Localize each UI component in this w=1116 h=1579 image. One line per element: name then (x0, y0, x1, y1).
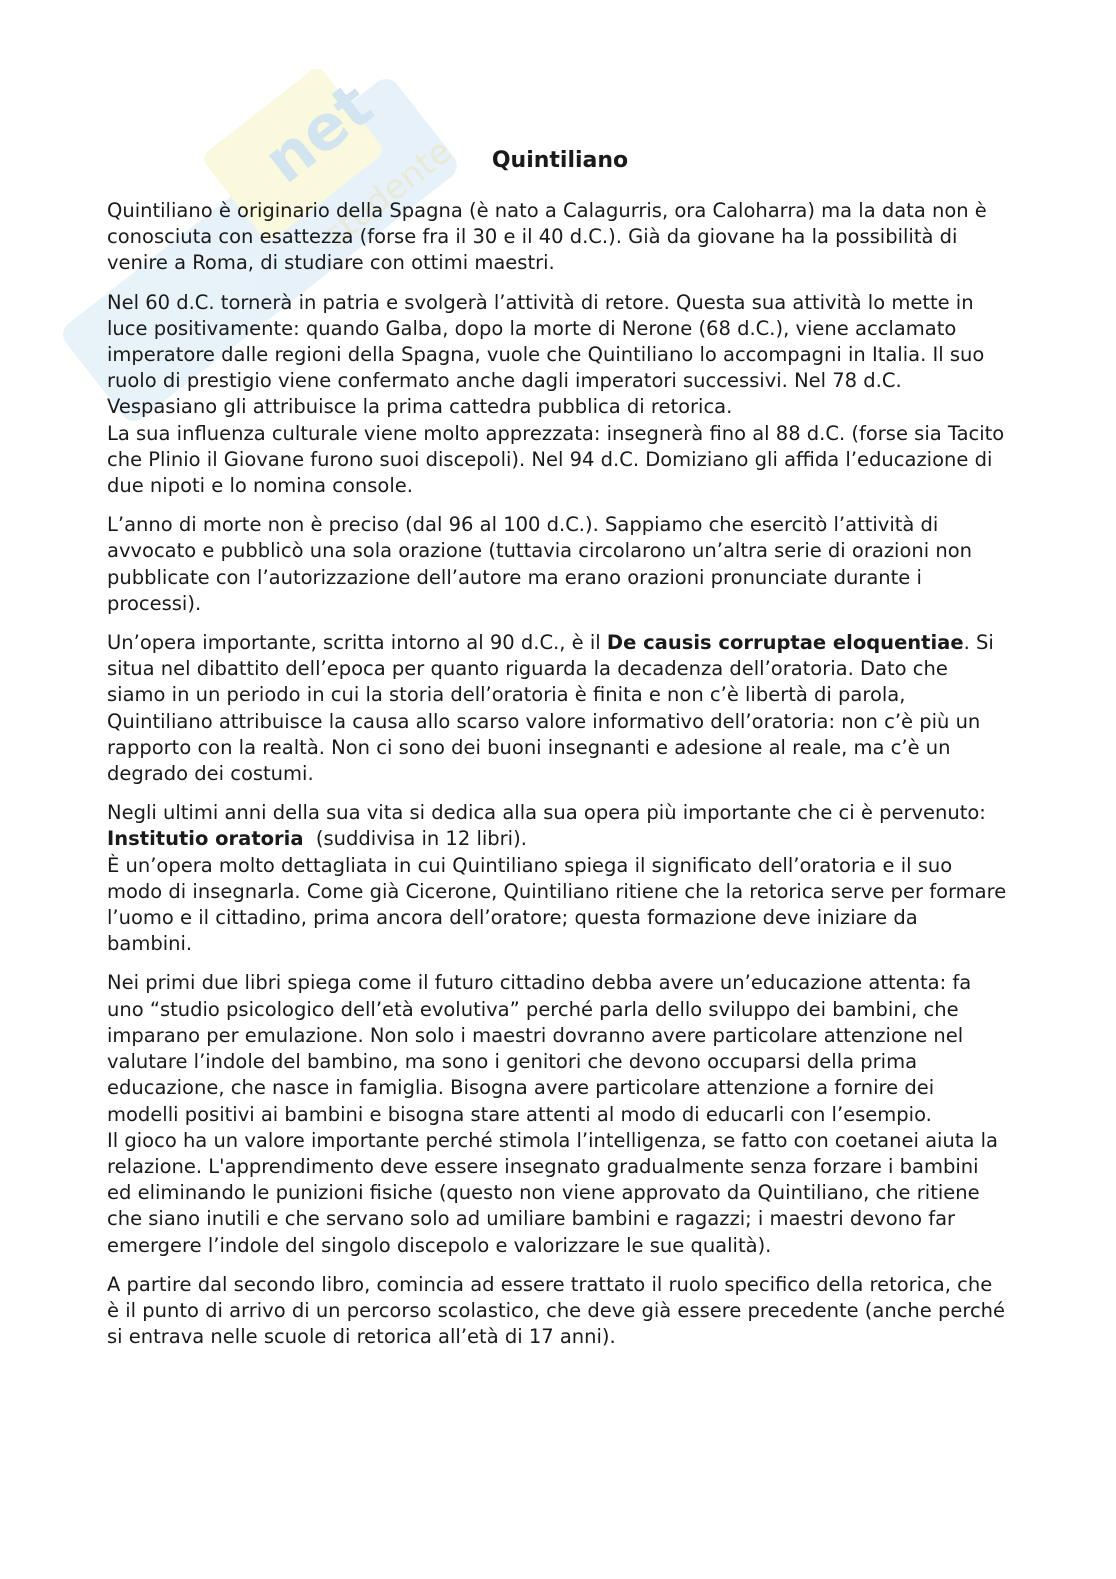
paragraph-text: Quintiliano è originario della Spagna (è nato a Calagurris, ora Caloharra) ma la data non è conosciuta con esattezza (forse fra il 30 e il 40 d.C.). Già da giovane ha la possibilità di venire a Roma, di studiare con ottimi maestri. (107, 199, 987, 275)
work-title-institutio: Institutio oratoria (107, 827, 304, 851)
watermark-net-text: net (250, 68, 387, 198)
paragraph-origins (107, 198, 1007, 277)
watermark-sub-text: studente (315, 131, 460, 256)
paragraph-text: Nei primi due libri spiega come il futuro cittadino debba avere un’educazione attenta: fa uno “studio psicologico dell’età evolutiva” perché parla dello sviluppo dei bambini, che imparano per emulazione. Non solo i maestri dovranno avere particolare attenzione nel valutare l’indole del bambino, ma sono i genitori che devono occuparsi della prima educazione, che nasce in famiglia. Bisogna avere particolare attenzione a fornire dei modelli positivi ai bambini e bisogna stare attenti al modo di educarli con l’esempio. (107, 971, 972, 1126)
paragraph-text: Nel 60 d.C. tornerà in patria e svolgerà l’attività di retore. Questa sua attività lo mette in luce positivamente: quando Galba, dopo la morte di Nerone (68 d.C.), viene acclamato imperatore dalle regioni della Spagna, vuole che Quintiliano lo accompagni in Italia. Il suo ruolo di prestigio viene confermato anche dagli imperatori successivi. Nel 78 d.C. Vespasiano gli attribuisce la prima cattedra pubblica di retorica. (107, 290, 985, 419)
paragraph-career (107, 290, 1007, 500)
paragraph-rhetoric (107, 1272, 1007, 1351)
work-title-de-causis: De causis corruptae eloquentiae (606, 631, 964, 655)
paragraph-de-causis (107, 630, 1007, 787)
paragraph-death (107, 512, 1007, 617)
page-title: Quintiliano (491, 148, 629, 173)
paragraph-text: L’anno di morte non è preciso (dal 96 al 100 d.C.). Sappiamo che esercitò l’attività di avvocato e pubblicò una sola orazione (tuttavia circolarono un’altra serie di orazioni non pubblicate con l’autorizzazione dell’autore ma erano orazioni pronunciate durante i processi). (107, 513, 973, 615)
paragraph-text: . Si situa nel dibattito dell’epoca per quanto riguarda la decadenza dell’oratoria. Dato che siamo in un periodo in cui la storia dell’oratoria è finita e non c’è libertà di parola, Quintiliano attribuisce la causa allo scarso valore informativo dell’oratoria: non c’è più un rapporto con la realtà. Non ci sono dei buoni insegnanti e adesione al reale, ma c’è un degrado dei costumi. (107, 631, 994, 786)
paragraph-text: Negli ultimi anni della sua vita si dedica alla sua opera più importante che ci è pervenuto: (107, 801, 986, 825)
paragraph-text: A partire dal secondo libro, comincia ad essere trattato il ruolo specifico della retorica, che è il punto di arrivo di un percorso scolastico, che deve già essere precedente (anche perché si entrava nelle scuole di retorica all’età di 17 anni). (107, 1272, 1006, 1349)
paragraph-text: Un’opera importante, scritta intorno al 90 d.C., è il (107, 631, 607, 655)
paragraph-institutio (107, 800, 1007, 957)
paragraph-text: Il gioco ha un valore importante perché stimola l’intelligenza, se fatto con coetanei aiuta la relazione. L'apprendimento deve essere insegnato gradualmente senza forzare i bambini ed eliminando le punizioni fisiche (questo non viene approvato da Quintiliano, che ritiene che siano inutili e che servano solo ad umiliare bambini e ragazzi; i maestri devono far emergere l’indole del singolo discepolo e valorizzare le sue qualità). (107, 1128, 998, 1257)
document-page (107, 146, 1007, 1363)
paragraph-text: È un’opera molto dettagliata in cui Quintiliano spiega il significato dell’oratoria e il suo modo di insegnarla. Come già Cicerone, Quintiliano ritiene che la retorica serve per formare l’uomo e il cittadino, prima ancora dell’oratore; questa formazione deve iniziare da bambini. (107, 853, 1007, 956)
paragraph-text: (suddivisa in 12 libri). (303, 827, 527, 851)
paragraph-text: La sua influenza culturale viene molto apprezzata: insegnerà fino al 88 d.C. (forse sia Tacito che Plinio il Giovane furono suoi discepoli). Nel 94 d.C. Domiziano gli affida l’educazione di due nipoti e lo nomina console. (107, 421, 1005, 498)
paragraph-education (107, 970, 1007, 1258)
